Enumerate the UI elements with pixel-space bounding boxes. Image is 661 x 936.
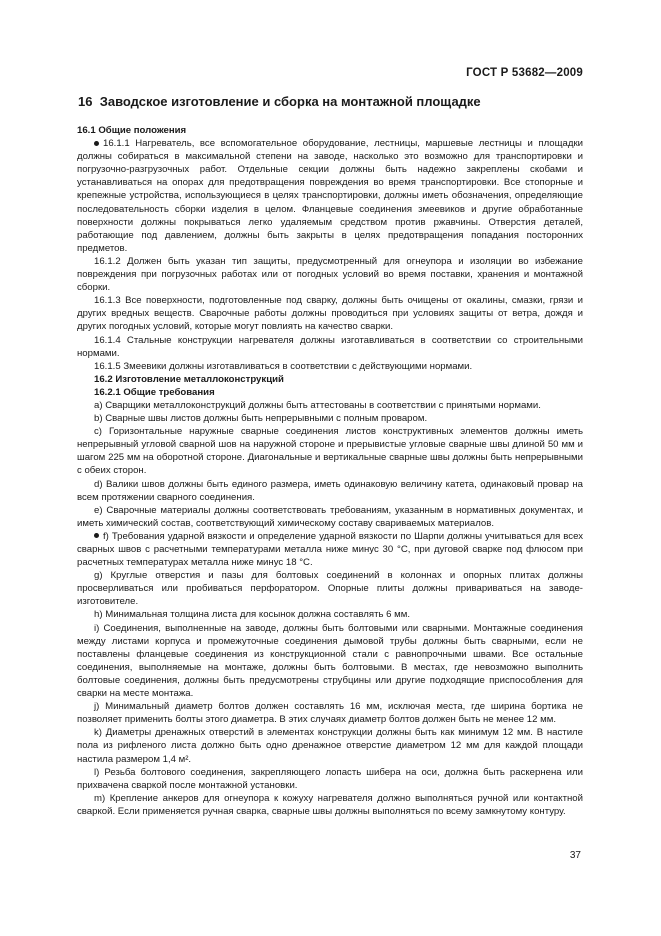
list-item-m: m) Крепление анкеров для огнеупора к кожуху нагревателя должно выполняться ручной или контактной сваркой. Если применяется ручная сварка, сварные швы должны выполняться по всему замкнутому контуру. [77, 792, 583, 817]
subsection-title-16-1: 16.1 Общие положения [77, 125, 187, 136]
list-item-f: f) Требования ударной вязкости и определение ударной вязкости по Шарпи должны учитываться для всех сварных швов с расчетными температурами металла ниже минус 30 °С, при дуговой сварке под флюсом при расчетных температурах металла ниже минус 18 °С. [77, 530, 583, 569]
subsection-title-16-2: 16.2 Изготовление металлоконструкций [94, 373, 284, 385]
section-title [78, 94, 598, 109]
list-item-a: a) Сварщики металлоконструкций должны быть аттестованы в соответствии с принятыми нормами. [94, 399, 541, 411]
list-item-l: l) Резьба болтового соединения, закрепляющего лопасть шибера на оси, должна быть раскернена или прихвачена сваркой после монтажной установки. [77, 766, 583, 791]
list-item-i: i) Соединения, выполненные на заводе, должны быть болтовыми или сварными. Монтажные соединения между листами корпуса и промежуточные соединения дымовой трубы должны быть сварными, если не поставлены фланцевые соединения из конструкционной стали с равнопрочными швами. Все остальные соединения, выполняемые на монтаже, должны быть болтовыми. В местах, где невозможно выполнить болтовые соединения, должны быть предусмотрены струбцины или другие подходящие приспособления для сварки на месте монтажа. [77, 622, 583, 700]
paragraph-16-1-3: 16.1.3 Все поверхности, подготовленные под сварку, должны быть очищены от окалины, смазки, грязи и других вредных веществ. Сварочные работы должны проводиться при условиях защиты от ветра, дождя и других погодных условий, которые могут повлиять на качество сварки. [77, 295, 583, 333]
list-item-g: g) Круглые отверстия и пазы для болтовых соединений в колоннах и опорных плитах должны просверливаться или пробиваться перфоратором. Опорные плиты должны привариваться на заводе-изготовителе. [77, 570, 583, 608]
page-number: 37 [569, 850, 581, 861]
list-item-d: d) Валики швов должны быть единого размера, иметь одинаковую величину катета, одинаковый провар на всем протяжении сварного соединения. [77, 478, 583, 503]
section-number: 16 [78, 94, 93, 109]
paragraph-16-1-2: 16.1.2 Должен быть указан тип защиты, предусмотренный для огнеупора и изоляции во избежание повреждения при погрузочных работах или от погодных условий во время поставки, хранения и монтажной сборки. [77, 255, 583, 294]
paragraph-16-1-1: 16.1.1 Нагреватель, все вспомогательное оборудование, лестницы, маршевые лестницы и площадки должны собираться в максимальной степени на заводе, насколько это возможно для транспортировки и погрузочно-разгрузочных работ. Отдельные секции должны быть надежно закреплены скобами и устанавливаться на опорах для предотвращения повреждения во время транспортировки. Все стопорные и крепежные устройства, использующиеся в целях транспортировки, должны иметь обозначения, определяющие последовательность сборки изделия в целом. Фланцевые соединения змеевиков и другие обработанные поверхности должны покрываться легко удаляемым средством против ржавчины. Отверстия деталей, работающие под давлением, должны быть закрыты в целях предотвращения попадания посторонних предметов. [77, 138, 583, 254]
document-header: ГОСТ Р 53682—2009 [466, 67, 583, 79]
list-item-k: k) Диаметры дренажных отверстий в элементах конструкции должны быть как минимум 12 мм. В настиле пола из рифленого листа должно быть одно дренажное отверстие диаметром 12 мм для каждой площади настила размером 1,4 м². [77, 727, 583, 765]
change-marker-icon [94, 141, 99, 146]
subsection-title-16-2-1: 16.2.1 Общие требования [94, 386, 215, 398]
list-item-b: b) Сварные швы листов должны быть непрерывными с полным проваром. [94, 413, 428, 425]
list-item-j: j) Минимальный диаметр болтов должен составлять 16 мм, исключая места, где ширина бортика не позволяет применить болты этого диаметра. В этих случаях диаметр болтов должен быть не менее 12 мм. [77, 701, 583, 726]
list-item-h: h) Минимальная толщина листа для косынок должна составлять 6 мм. [94, 609, 410, 621]
paragraph-16-1-4: 16.1.4 Стальные конструкции нагревателя должны изготавливаться в соответствии со строительными нормами. [77, 334, 583, 359]
list-item-e: e) Сварочные материалы должны соответствовать требованиям, указанным в нормативных документах, и иметь химический состав, соответствующий химическому составу свариваемых материалов. [77, 504, 583, 529]
list-item-c: c) Горизонтальные наружные сварные соединения листов конструктивных элементов должны иметь непрерывный угловой сварной шов на наружной стороне и прерывистые угловые сварные швы длиной 50 мм и шагом 225 мм на оборотной стороне. Диагональные и вертикальные сварные швы должны быть непрерывными с обеих сторон. [77, 426, 583, 477]
document-body [77, 124, 583, 818]
paragraph-16-1-5: 16.1.5 Змеевики должны изготавливаться в соответствии с действующими нормами. [94, 360, 473, 372]
change-marker-icon [94, 533, 99, 538]
section-heading: Заводское изготовление и сборка на монтажной площадке [99, 94, 481, 109]
